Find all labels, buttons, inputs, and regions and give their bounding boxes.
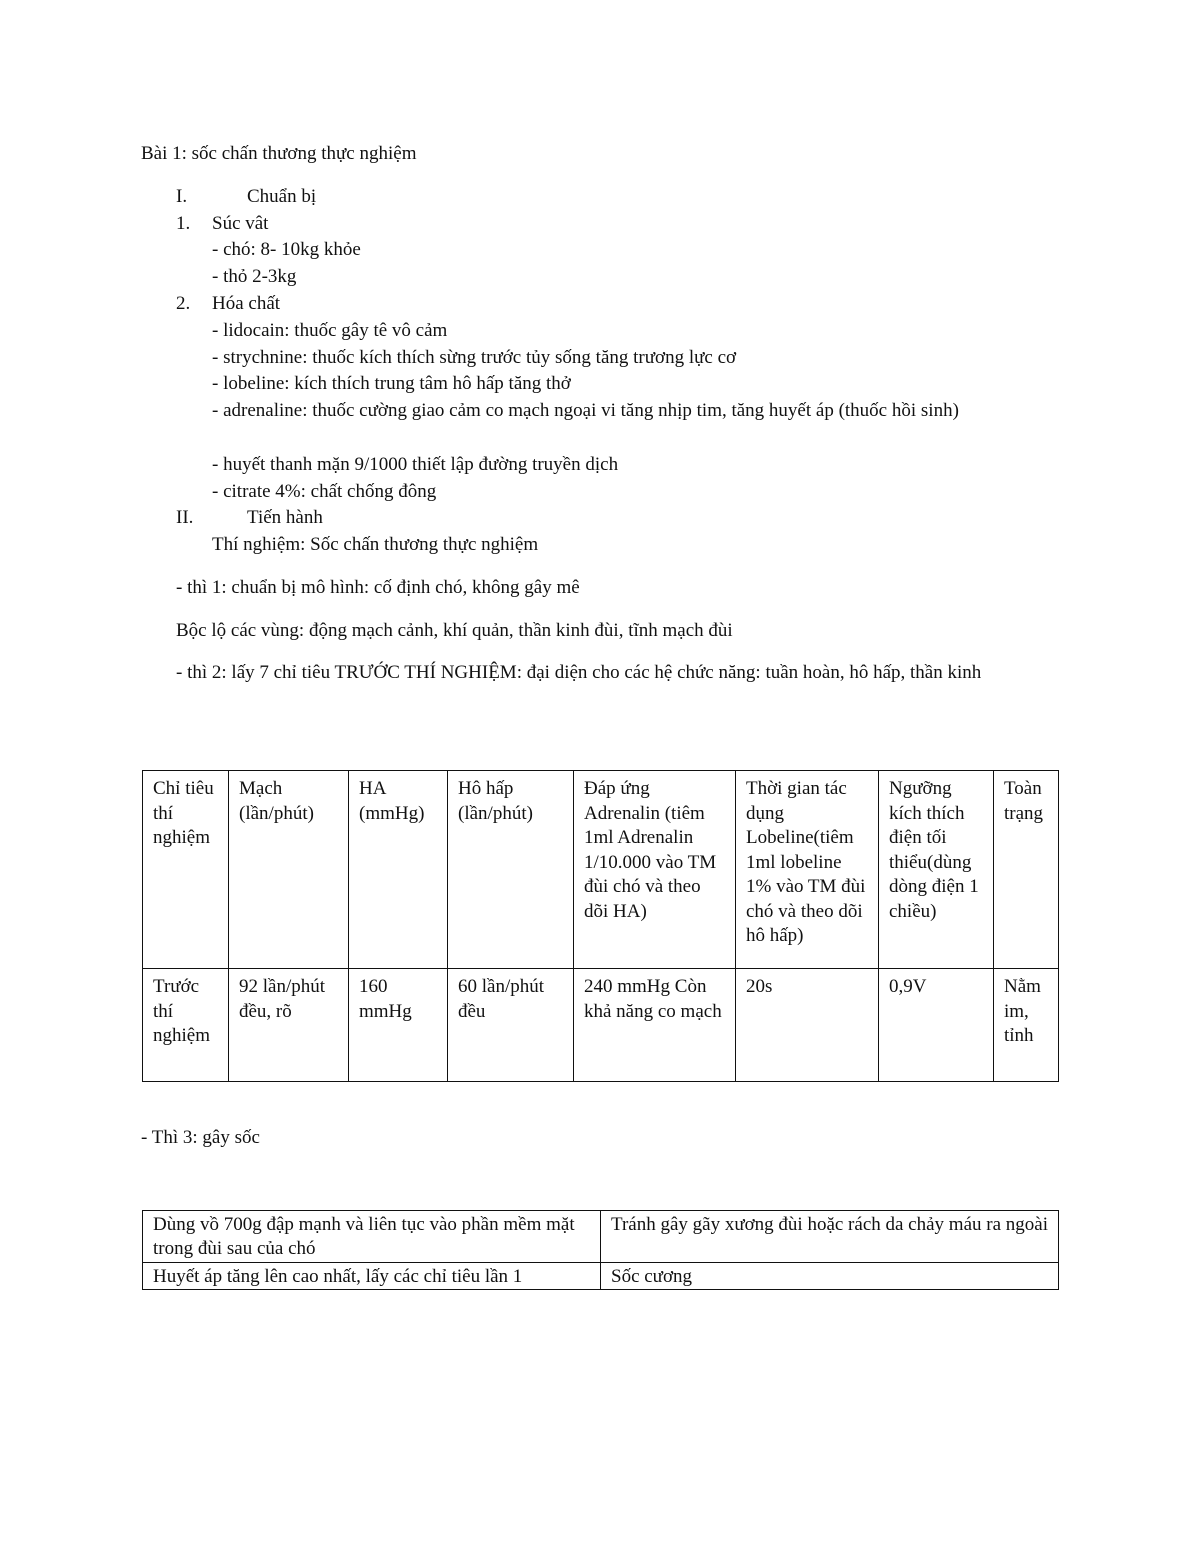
table-row [143,969,1059,1082]
table-header-cell: Mạch (lần/phút) [229,771,349,969]
section-2-subheading: Thí nghiệm: Sốc chấn thương thực nghiệm [212,534,539,555]
list-line: - adrenaline: thuốc cường giao cảm co mạch ngoại vi tăng nhịp tim, tăng huyết áp (thuốc hồi sinh) [212,400,959,421]
list-line: - strychnine: thuốc kích thích sừng trước tủy sống tăng trương lực cơ [212,347,737,368]
paragraph: - thì 2: lấy 7 chỉ tiêu TRƯỚC THÍ NGHIỆM: đại diện cho các hệ chức năng: tuần hoàn, hô hấp, thần kinh [176,662,982,683]
table-cell: 160 mmHg [349,969,448,1082]
indicators-table [142,770,1059,1082]
list-line: - thỏ 2-3kg [212,266,297,287]
table-cell: 60 lần/phút đều [448,969,574,1082]
section-1-numeral: I. [176,186,188,207]
table-header-cell: Hô hấp (lần/phút) [448,771,574,969]
thi-3-heading: - Thì 3: gây sốc [141,1127,260,1148]
table-header-cell: Toàn trạng [994,771,1059,969]
table-cell: 20s [736,969,879,1082]
item-1-number: 1. [176,213,191,234]
table-header-cell: Đáp ứng Adrenalin (tiêm 1ml Adrenalin 1/10.000 vào TM đùi chó và theo dõi HA) [574,771,736,969]
item-2-label: Hóa chất [212,293,281,314]
list-line: - chó: 8- 10kg khỏe [212,239,361,260]
table-header-cell: Chỉ tiêu thí nghiệm [143,771,229,969]
table-cell: Tránh gây gãy xương đùi hoặc rách da chảy máu ra ngoài [601,1211,1059,1263]
table-cell: 0,9V [879,969,994,1082]
item-2-number: 2. [176,293,191,314]
document-title: Bài 1: sốc chấn thương thực nghiệm [141,143,417,164]
list-line: - lidocain: thuốc gây tê vô cảm [212,320,448,341]
table-header-cell: Ngưỡng kích thích điện tối thiểu(dùng dòng điện 1 chiều) [879,771,994,969]
section-2-heading: Tiến hành [247,507,323,528]
table-cell: Huyết áp tăng lên cao nhất, lấy các chỉ tiêu lần 1 [143,1263,601,1290]
paragraph: Bộc lộ các vùng: động mạch cảnh, khí quản, thần kinh đùi, tĩnh mạch đùi [176,620,733,641]
table-header-cell: HA (mmHg) [349,771,448,969]
list-line: - lobeline: kích thích trung tâm hô hấp tăng thở [212,373,571,394]
shock-table [142,1210,1059,1290]
list-line: - citrate 4%: chất chống đông [212,481,437,502]
section-1-heading: Chuẩn bị [247,186,317,207]
table-cell: 240 mmHg Còn khả năng co mạch [574,969,736,1082]
table-row [143,1211,1059,1263]
section-2-numeral: II. [176,507,194,528]
table-header-row [143,771,1059,969]
table-cell: Dùng vồ 700g đập mạnh và liên tục vào phần mềm mặt trong đùi sau của chó [143,1211,601,1263]
item-1-label: Súc vât [212,213,269,234]
table-cell: Trước thí nghiệm [143,969,229,1082]
table-cell: Nằm im, tỉnh [994,969,1059,1082]
paragraph: - thì 1: chuẩn bị mô hình: cố định chó, không gây mê [176,577,580,598]
table-cell: 92 lần/phút đều, rõ [229,969,349,1082]
table-cell: Sốc cương [601,1263,1059,1290]
table-header-cell: Thời gian tác dụng Lobeline(tiêm 1ml lobeline 1% vào TM đùi chó và theo dõi hô hấp) [736,771,879,969]
list-line: - huyết thanh mặn 9/1000 thiết lập đường truyền dịch [212,454,619,475]
table-row [143,1263,1059,1290]
